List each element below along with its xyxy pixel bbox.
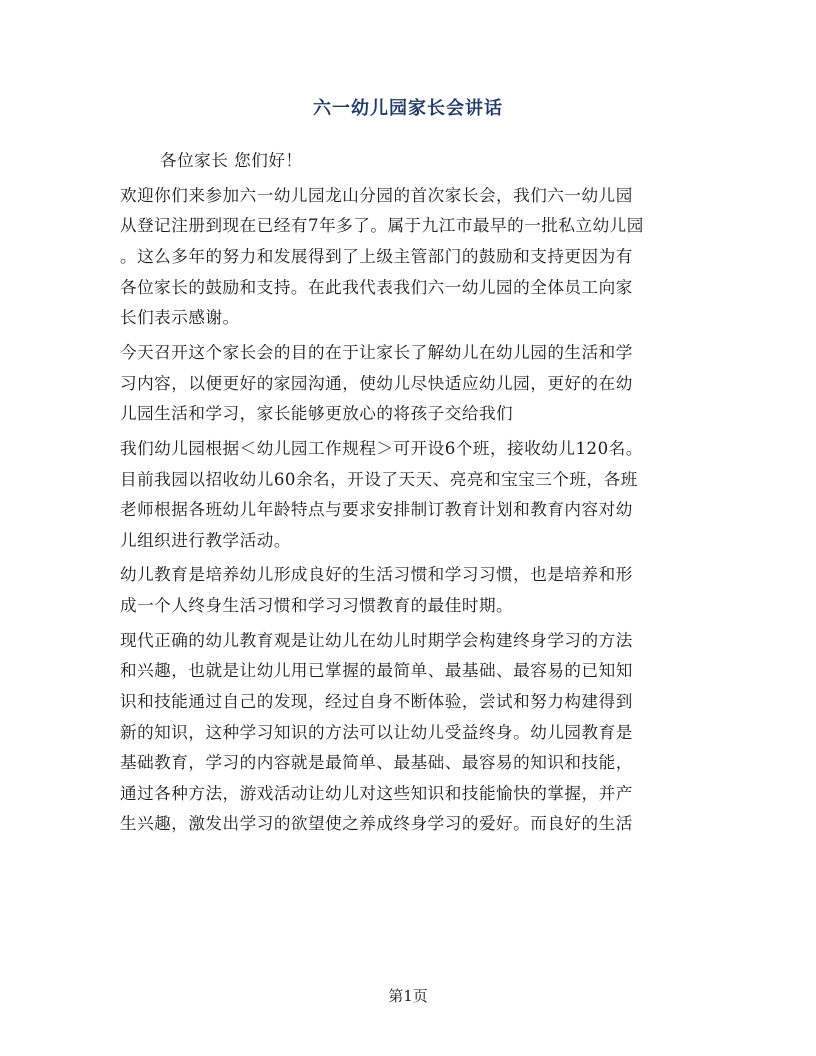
greeting-paragraph bbox=[120, 146, 690, 177]
text-line: 儿园生活和学习，家长能够更放心的将孩子交给我们 bbox=[120, 404, 514, 424]
text-line: 欢迎你们来参加六一幼儿园龙山分园的首次家长会，我们六一幼儿园 bbox=[120, 185, 633, 205]
document-title: 六一幼儿园家长会讲话 bbox=[313, 98, 503, 119]
text-line: 长们表示感谢。 bbox=[120, 308, 240, 328]
text-line: 我们幼儿园根据＜幼儿园工作规程＞可开设6个班，接收幼儿120名。 bbox=[120, 438, 643, 458]
paragraph-education-view bbox=[120, 626, 690, 840]
text-line: 目前我园以招收幼儿60余名，开设了天天、亮亮和宝宝三个班，各班 bbox=[120, 469, 638, 489]
text-line: 成一个人终身生活习惯和学习习惯教育的最佳时期。 bbox=[120, 596, 514, 616]
page-number: 第1页 bbox=[388, 987, 428, 1005]
text-line: 生兴趣，激发出学习的欲望使之养成终身学习的爱好。而良好的生活 bbox=[120, 814, 633, 834]
paragraph-purpose bbox=[120, 338, 690, 430]
text-line: 通过各种方法，游戏活动让幼儿对这些知识和技能愉快的掌握，并产 bbox=[120, 783, 633, 803]
text-line: 幼儿教育是培养幼儿形成良好的生活习惯和学习习惯，也是培养和形 bbox=[120, 565, 633, 585]
text-line: 识和技能通过自己的发现，经过自身不断体验，尝试和努力构建得到 bbox=[120, 692, 633, 712]
text-line: 现代正确的幼儿教育观是让幼儿在幼儿时期学会构建终身学习的方法 bbox=[120, 630, 633, 650]
text-line: 基础教育，学习的内容就是最简单、最基础、最容易的知识和技能， bbox=[120, 753, 633, 773]
greeting-line: 各位家长 您们好！ bbox=[160, 151, 303, 170]
document-body bbox=[120, 146, 690, 844]
paragraph-classes bbox=[120, 434, 690, 556]
text-line: 儿组织进行教学活动。 bbox=[120, 530, 291, 550]
text-line: 新的知识，这种学习知识的方法可以让幼儿受益终身。幼儿园教育是 bbox=[120, 722, 633, 742]
text-line: 。这么多年的努力和发展得到了上级主管部门的鼓励和支持更因为有 bbox=[120, 246, 633, 266]
text-line: 老师根据各班幼儿年龄特点与要求安排制订教育计划和教育内容对幼 bbox=[120, 500, 633, 520]
text-line: 习内容，以便更好的家园沟通，使幼儿尽快适应幼儿园，更好的在幼 bbox=[120, 373, 633, 393]
paragraph-habits bbox=[120, 560, 690, 621]
paragraph-welcome bbox=[120, 181, 690, 334]
text-line: 从登记注册到现在已经有7年多了。属于九江市最早的一批私立幼儿园 bbox=[120, 216, 644, 236]
text-line: 今天召开这个家长会的目的在于让家长了解幼儿在幼儿园的生活和学 bbox=[120, 342, 633, 362]
text-line: 和兴趣，也就是让幼儿用已掌握的最简单、最基础、最容易的已知知 bbox=[120, 661, 633, 681]
text-line: 各位家长的鼓励和支持。在此我代表我们六一幼儿园的全体员工向家 bbox=[120, 277, 633, 297]
